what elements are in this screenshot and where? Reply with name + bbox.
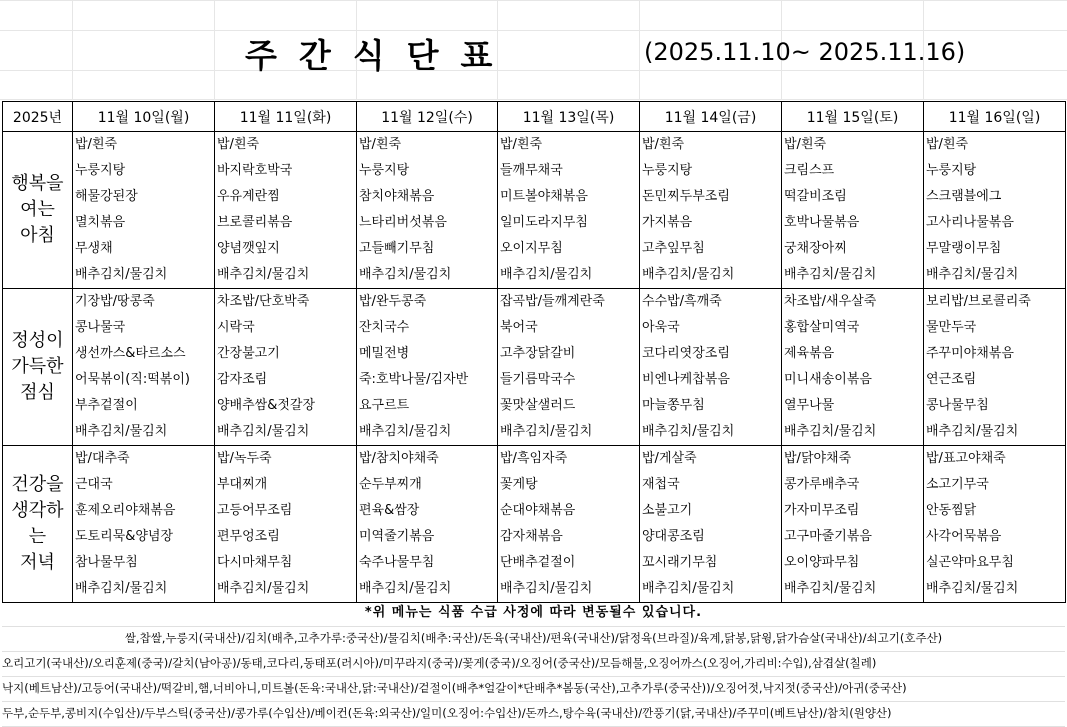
dish-item: 미역줄기볶음 <box>359 529 435 544</box>
dish-item: 편무엉조림 <box>217 529 280 544</box>
meal-label-line: 여는 <box>20 199 55 220</box>
dish-item: 해물강된장 <box>75 189 138 204</box>
day-menu-cell <box>640 446 782 603</box>
dish-item: 실곤약마요무침 <box>926 555 1014 570</box>
dish-item: 배추김치/물김치 <box>500 581 593 596</box>
dish-item: 양배추쌈&젓갈장 <box>217 398 316 413</box>
dish-item: 감자채볶음 <box>500 529 563 544</box>
day-menu-cell <box>73 446 215 603</box>
dish-item: 밥/닭야채죽 <box>784 451 852 466</box>
dish-item: 배추김치/물김치 <box>75 424 168 439</box>
day-header: 11월 12일(수) <box>357 102 498 132</box>
dish-item: 시락국 <box>217 320 255 335</box>
dish-item: 누룽지탕 <box>642 163 693 178</box>
dish-item: 소고기무국 <box>926 477 989 492</box>
dish-item: 주꾸미야채볶음 <box>926 346 1014 361</box>
dish-item: 배추김치/물김치 <box>784 424 877 439</box>
meal-label <box>3 132 73 289</box>
weekly-menu-table <box>2 101 1066 603</box>
day-header: 11월 11일(화) <box>215 102 357 132</box>
dish-item: 누룽지탕 <box>359 163 410 178</box>
day-menu-cell <box>640 289 782 446</box>
dish-item: 감자조림 <box>217 372 268 387</box>
dish-item: 마늘쫑무침 <box>642 398 705 413</box>
dish-item: 다시마채무침 <box>217 555 293 570</box>
dish-item: 사각어묵볶음 <box>926 529 1002 544</box>
dish-item: 생선까스&타르소스 <box>75 346 186 361</box>
dish-item: 밥/참치야채죽 <box>359 451 439 466</box>
day-menu-cell <box>357 446 498 603</box>
dish-item: 아욱국 <box>642 320 680 335</box>
dish-item: 고추장닭갈비 <box>500 346 576 361</box>
day-menu-cell <box>73 132 215 289</box>
day-menu-cell <box>924 446 1066 603</box>
dish-item: 순두부찌개 <box>359 477 422 492</box>
dish-item: 참나물무침 <box>75 555 138 570</box>
day-menu-cell <box>782 132 924 289</box>
dish-item: 근대국 <box>75 477 113 492</box>
dish-item: 콩나물국 <box>75 320 126 335</box>
dish-item: 배추김치/물김치 <box>642 581 735 596</box>
dish-item: 안동찜닭 <box>926 503 977 518</box>
day-menu-cell <box>357 289 498 446</box>
dish-item: 밥/흰죽 <box>217 137 260 152</box>
dish-item: 배추김치/물김치 <box>75 267 168 282</box>
dish-item: 차조밥/새우살죽 <box>784 294 877 309</box>
dish-item: 고등어무조림 <box>217 503 293 518</box>
dish-item: 들기름막국수 <box>500 372 576 387</box>
day-header: 11월 15일(토) <box>782 102 924 132</box>
day-menu-cell <box>73 289 215 446</box>
dish-item: 미트볼야채볶음 <box>500 189 588 204</box>
dish-item: 밥/완두콩죽 <box>359 294 427 309</box>
dish-item: 배추김치/물김치 <box>500 267 593 282</box>
year-header: 2025년 <box>3 102 73 132</box>
day-menu-cell <box>498 446 640 603</box>
dish-item: 배추김치/물김치 <box>217 424 310 439</box>
day-header: 11월 14일(금) <box>640 102 782 132</box>
dish-item: 미니새송이볶음 <box>784 372 872 387</box>
dish-item: 배추김치/물김치 <box>500 424 593 439</box>
dish-item: 가자미무조림 <box>784 503 860 518</box>
dish-item: 수수밥/흑깨죽 <box>642 294 722 309</box>
day-header: 11월 16일(일) <box>924 102 1066 132</box>
dish-item: 밥/흰죽 <box>784 137 827 152</box>
dish-item: 바지락호박국 <box>217 163 293 178</box>
dish-item: 무말랭이무침 <box>926 241 1002 256</box>
origin-line: 낙지(베트남산)/고등어(국내산)/떡갈비,햄,너비아니,미트볼(돈육:국내산,닭:국내산)/겉절이(배추*얼갈이*단배추*봄동(국산),고추가루(중국산))/오징어젓,낙지젓(중국산)/아귀(중국산) <box>2 676 1065 702</box>
dish-item: 밥/게살죽 <box>642 451 697 466</box>
change-notice: *위 메뉴는 식품 수급 사정에 따라 변동될수 있습니다. <box>2 600 1065 627</box>
dish-item: 멸치볶음 <box>75 215 126 230</box>
dish-item: 배추김치/물김치 <box>217 581 310 596</box>
dish-item: 고구마줄기볶음 <box>784 529 872 544</box>
origin-line: 두부,순두부,콩비지(수입산)/두부스틱(중국산)/콩가루(수입산)/베이컨(돈육:외국산)/일미(오징어:수입산)/돈까스,탕수육(국내산)/깐풍기(닭,국내산)/주꾸미(베트남산)/참치(원양산) <box>2 701 1065 727</box>
dish-item: 양념깻잎지 <box>217 241 280 256</box>
dish-item: 고사리나물볶음 <box>926 215 1014 230</box>
dish-item: 순대야채볶음 <box>500 503 576 518</box>
dish-item: 메밀전병 <box>359 346 410 361</box>
dish-item: 물만두국 <box>926 320 977 335</box>
meal-label-line: 정성이 <box>11 330 64 351</box>
dish-item: 잡곡밥/들깨계란죽 <box>500 294 605 309</box>
dish-item: 배추김치/물김치 <box>926 267 1019 282</box>
dish-item: 배추김치/물김치 <box>926 424 1019 439</box>
dish-item: 부추겉절이 <box>75 398 138 413</box>
day-header: 11월 13일(목) <box>498 102 640 132</box>
dish-item: 밥/흰죽 <box>926 137 969 152</box>
dish-item: 참치야채볶음 <box>359 189 435 204</box>
dish-item: 양대콩조림 <box>642 529 705 544</box>
dish-item: 밥/흰죽 <box>642 137 685 152</box>
dish-item: 부대찌개 <box>217 477 268 492</box>
dish-item: 밥/녹두죽 <box>217 451 272 466</box>
dish-item: 꽃맛살샐러드 <box>500 398 576 413</box>
dish-item: 배추김치/물김치 <box>359 424 452 439</box>
dish-item: 배추김치/물김치 <box>75 581 168 596</box>
dish-item: 고추잎무침 <box>642 241 705 256</box>
dish-item: 밥/흰죽 <box>500 137 543 152</box>
dish-item: 연근조림 <box>926 372 977 387</box>
dish-item: 고들빼기무침 <box>359 241 435 256</box>
dish-item: 배추김치/물김치 <box>217 267 310 282</box>
dish-item: 오이지무침 <box>500 241 563 256</box>
dish-item: 제육볶음 <box>784 346 835 361</box>
dish-item: 꽃게탕 <box>500 477 538 492</box>
dish-item: 기장밥/땅콩죽 <box>75 294 155 309</box>
dish-item: 코다리엿장조림 <box>642 346 730 361</box>
dish-item: 도토리묵&양념장 <box>75 529 174 544</box>
meal-label-line: 아침 <box>20 225 55 246</box>
dish-item: 누룽지탕 <box>926 163 977 178</box>
origin-line: 오리고기(국내산)/오리훈제(중국)/갈치(남아공)/동태,코다리,동태포(러시아)/미꾸라지(중국)/꽃게(중국)/오징어(중국산)/모듬해물,오징어까스(오징어,가리비:수입),삼겹살(칠레) <box>2 651 1065 677</box>
dish-item: 홍합살미역국 <box>784 320 860 335</box>
meal-label <box>3 446 73 603</box>
dish-item: 꼬시래기무침 <box>642 555 718 570</box>
dish-item: 느타리버섯볶음 <box>359 215 447 230</box>
dish-item: 돈민찌두부조림 <box>642 189 730 204</box>
day-menu-cell <box>215 289 357 446</box>
day-menu-cell <box>215 132 357 289</box>
meal-label-line: 저녁 <box>20 552 55 573</box>
dish-item: 북어국 <box>500 320 538 335</box>
dish-item: 누룽지탕 <box>75 163 126 178</box>
dish-item: 오이양파무침 <box>784 555 860 570</box>
dish-item: 편육&쌈장 <box>359 503 420 518</box>
dish-item: 단배추겉절이 <box>500 555 576 570</box>
dish-item: 배추김치/물김치 <box>359 581 452 596</box>
meal-label-line: 가득한 <box>11 356 64 377</box>
meal-row <box>3 289 1066 446</box>
day-menu-cell <box>498 132 640 289</box>
dish-item: 배추김치/물김치 <box>926 581 1019 596</box>
dish-item: 궁채장아찌 <box>784 241 847 256</box>
day-menu-cell <box>924 289 1066 446</box>
dish-item: 콩가루배추국 <box>784 477 860 492</box>
dish-item: 열무나물 <box>784 398 835 413</box>
day-menu-cell <box>782 446 924 603</box>
meal-label <box>3 289 73 446</box>
meal-label-line: 점심 <box>20 382 55 403</box>
dish-item: 들깨무채국 <box>500 163 563 178</box>
dish-item: 잔치국수 <box>359 320 410 335</box>
dish-item: 배추김치/물김치 <box>642 424 735 439</box>
dish-item: 요구르트 <box>359 398 410 413</box>
day-menu-cell <box>498 289 640 446</box>
header-row <box>3 102 1066 132</box>
meal-row <box>3 446 1066 603</box>
dish-item: 우유계란찜 <box>217 189 280 204</box>
dish-item: 밥/흰죽 <box>359 137 402 152</box>
day-menu-cell <box>215 446 357 603</box>
dish-item: 일미도라지무침 <box>500 215 588 230</box>
origin-line: 쌀,찹쌀,누룽지(국내산)/김치(배추,고추가루:중국산)/물김치(배추:국산)/돈육(국내산)/편육(국내산)/닭정육(브라질)/육계,닭봉,닭윙,닭가슴살(국내산)/쇠고기(호주산) <box>2 626 1065 652</box>
dish-item: 콩나물무침 <box>926 398 989 413</box>
dish-item: 밥/표고야채죽 <box>926 451 1006 466</box>
meal-row <box>3 132 1066 289</box>
dish-item: 어묵볶이(직:떡볶이) <box>75 372 190 387</box>
dish-item: 간장불고기 <box>217 346 280 361</box>
day-menu-cell <box>640 132 782 289</box>
dish-item: 숙주나물무침 <box>359 555 435 570</box>
day-menu-cell <box>782 289 924 446</box>
day-menu-cell <box>357 132 498 289</box>
day-header: 11월 10일(월) <box>73 102 215 132</box>
dish-item: 떡갈비조림 <box>784 189 847 204</box>
dish-item: 호박나물볶음 <box>784 215 860 230</box>
dish-item: 소불고기 <box>642 503 693 518</box>
dish-item: 가지볶음 <box>642 215 693 230</box>
dish-item: 보리밥/브로콜리죽 <box>926 294 1031 309</box>
meal-label-line: 건강을 <box>11 474 64 495</box>
dish-item: 배추김치/물김치 <box>784 581 877 596</box>
page-title: 주간식단표 <box>245 36 515 75</box>
date-range: (2025.11.10~ 2025.11.16) <box>644 38 966 66</box>
dish-item: 차조밥/단호박죽 <box>217 294 310 309</box>
dish-item: 배추김치/물김치 <box>642 267 735 282</box>
dish-item: 비엔나케찹볶음 <box>642 372 730 387</box>
dish-item: 훈제오리야채볶음 <box>75 503 176 518</box>
meal-label-line: 행복을 <box>11 173 64 194</box>
dish-item: 무생채 <box>75 241 113 256</box>
dish-item: 브로콜리볶음 <box>217 215 293 230</box>
meal-label-line: 생각하는 <box>11 500 64 547</box>
dish-item: 크림스프 <box>784 163 835 178</box>
dish-item: 배추김치/물김치 <box>359 267 452 282</box>
dish-item: 밥/흰죽 <box>75 137 118 152</box>
dish-item: 재첩국 <box>642 477 680 492</box>
dish-item: 밥/대추죽 <box>75 451 130 466</box>
dish-item: 배추김치/물김치 <box>784 267 877 282</box>
day-menu-cell <box>924 132 1066 289</box>
dish-item: 죽:호박나물/김자반 <box>359 372 469 387</box>
dish-item: 밥/흑임자죽 <box>500 451 568 466</box>
dish-item: 스크램블에그 <box>926 189 1002 204</box>
